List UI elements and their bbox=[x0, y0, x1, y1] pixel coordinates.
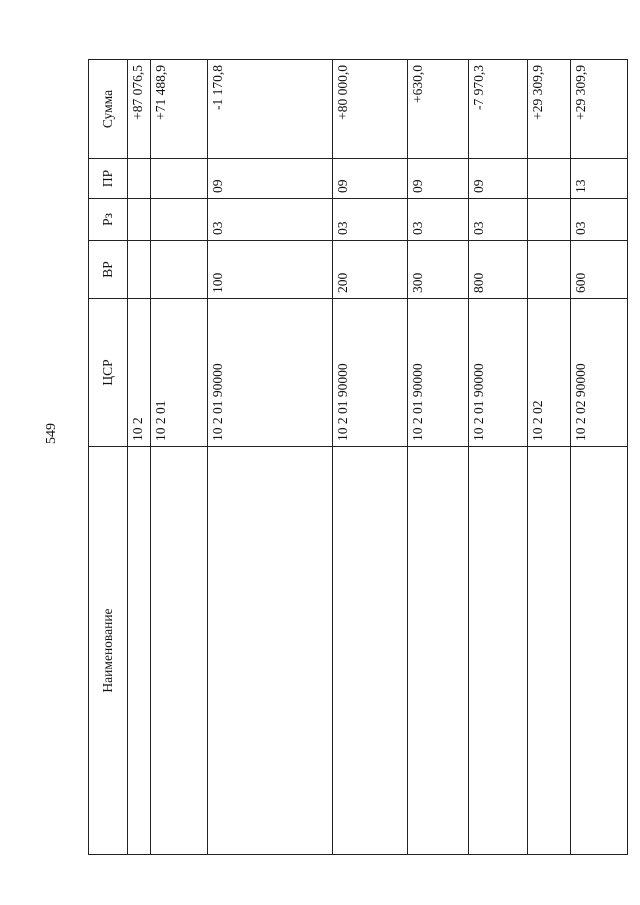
table-row bbox=[151, 60, 208, 855]
cell-rz bbox=[151, 199, 208, 241]
cell-name bbox=[571, 447, 628, 855]
cell-vr: 200 bbox=[333, 241, 408, 299]
table-row bbox=[571, 60, 628, 855]
column-header-rz: Рз bbox=[89, 199, 128, 241]
cell-name bbox=[151, 447, 208, 855]
table-row bbox=[528, 60, 571, 855]
rotated-table-wrapper bbox=[88, 60, 604, 855]
cell-name bbox=[208, 447, 333, 855]
cell-csr: 10 2 01 90000 bbox=[333, 299, 408, 447]
cell-pr bbox=[151, 159, 208, 199]
cell-vr bbox=[151, 241, 208, 299]
table-row bbox=[333, 60, 408, 855]
cell-name bbox=[408, 447, 469, 855]
column-header-sum: Сумма bbox=[89, 60, 128, 159]
cell-pr bbox=[128, 159, 151, 199]
cell-rz bbox=[128, 199, 151, 241]
page-number: 549 bbox=[44, 423, 59, 444]
cell-vr bbox=[128, 241, 151, 299]
column-header-name: Наименование bbox=[89, 447, 128, 855]
cell-vr: 100 bbox=[208, 241, 333, 299]
cell-csr: 10 2 01 90000 bbox=[208, 299, 333, 447]
cell-name bbox=[528, 447, 571, 855]
table-row bbox=[408, 60, 469, 855]
budget-table bbox=[88, 59, 628, 855]
table-row bbox=[208, 60, 333, 855]
cell-pr: 09 bbox=[408, 159, 469, 199]
cell-csr: 10 2 02 bbox=[528, 299, 571, 447]
cell-pr: 09 bbox=[333, 159, 408, 199]
cell-sum: -1 170,8 bbox=[208, 60, 333, 159]
cell-sum: -7 970,3 bbox=[469, 60, 528, 159]
cell-sum: +87 076,5 bbox=[128, 60, 151, 159]
cell-csr: 10 2 bbox=[128, 299, 151, 447]
cell-vr: 800 bbox=[469, 241, 528, 299]
cell-csr: 10 2 01 90000 bbox=[469, 299, 528, 447]
cell-vr: 600 bbox=[571, 241, 628, 299]
cell-sum: +29 309,9 bbox=[571, 60, 628, 159]
column-header-csr: ЦСР bbox=[89, 299, 128, 447]
cell-rz: 03 bbox=[571, 199, 628, 241]
cell-csr: 10 2 01 90000 bbox=[408, 299, 469, 447]
cell-name bbox=[128, 447, 151, 855]
cell-csr: 10 2 02 90000 bbox=[571, 299, 628, 447]
cell-sum: +80 000,0 bbox=[333, 60, 408, 159]
cell-vr bbox=[528, 241, 571, 299]
table-row bbox=[128, 60, 151, 855]
cell-vr: 300 bbox=[408, 241, 469, 299]
cell-rz: 03 bbox=[408, 199, 469, 241]
cell-name bbox=[333, 447, 408, 855]
column-header-pr: ПР bbox=[89, 159, 128, 199]
table-header-row bbox=[89, 60, 128, 855]
cell-rz: 03 bbox=[469, 199, 528, 241]
cell-csr: 10 2 01 bbox=[151, 299, 208, 447]
cell-sum: +71 488,9 bbox=[151, 60, 208, 159]
cell-rz: 03 bbox=[208, 199, 333, 241]
cell-name bbox=[469, 447, 528, 855]
cell-pr: 09 bbox=[208, 159, 333, 199]
table-row bbox=[469, 60, 528, 855]
cell-rz bbox=[528, 199, 571, 241]
cell-sum: +29 309,9 bbox=[528, 60, 571, 159]
cell-sum: +630,0 bbox=[408, 60, 469, 159]
cell-pr bbox=[528, 159, 571, 199]
cell-pr: 09 bbox=[469, 159, 528, 199]
cell-pr: 13 bbox=[571, 159, 628, 199]
column-header-vr: ВР bbox=[89, 241, 128, 299]
cell-rz: 03 bbox=[333, 199, 408, 241]
